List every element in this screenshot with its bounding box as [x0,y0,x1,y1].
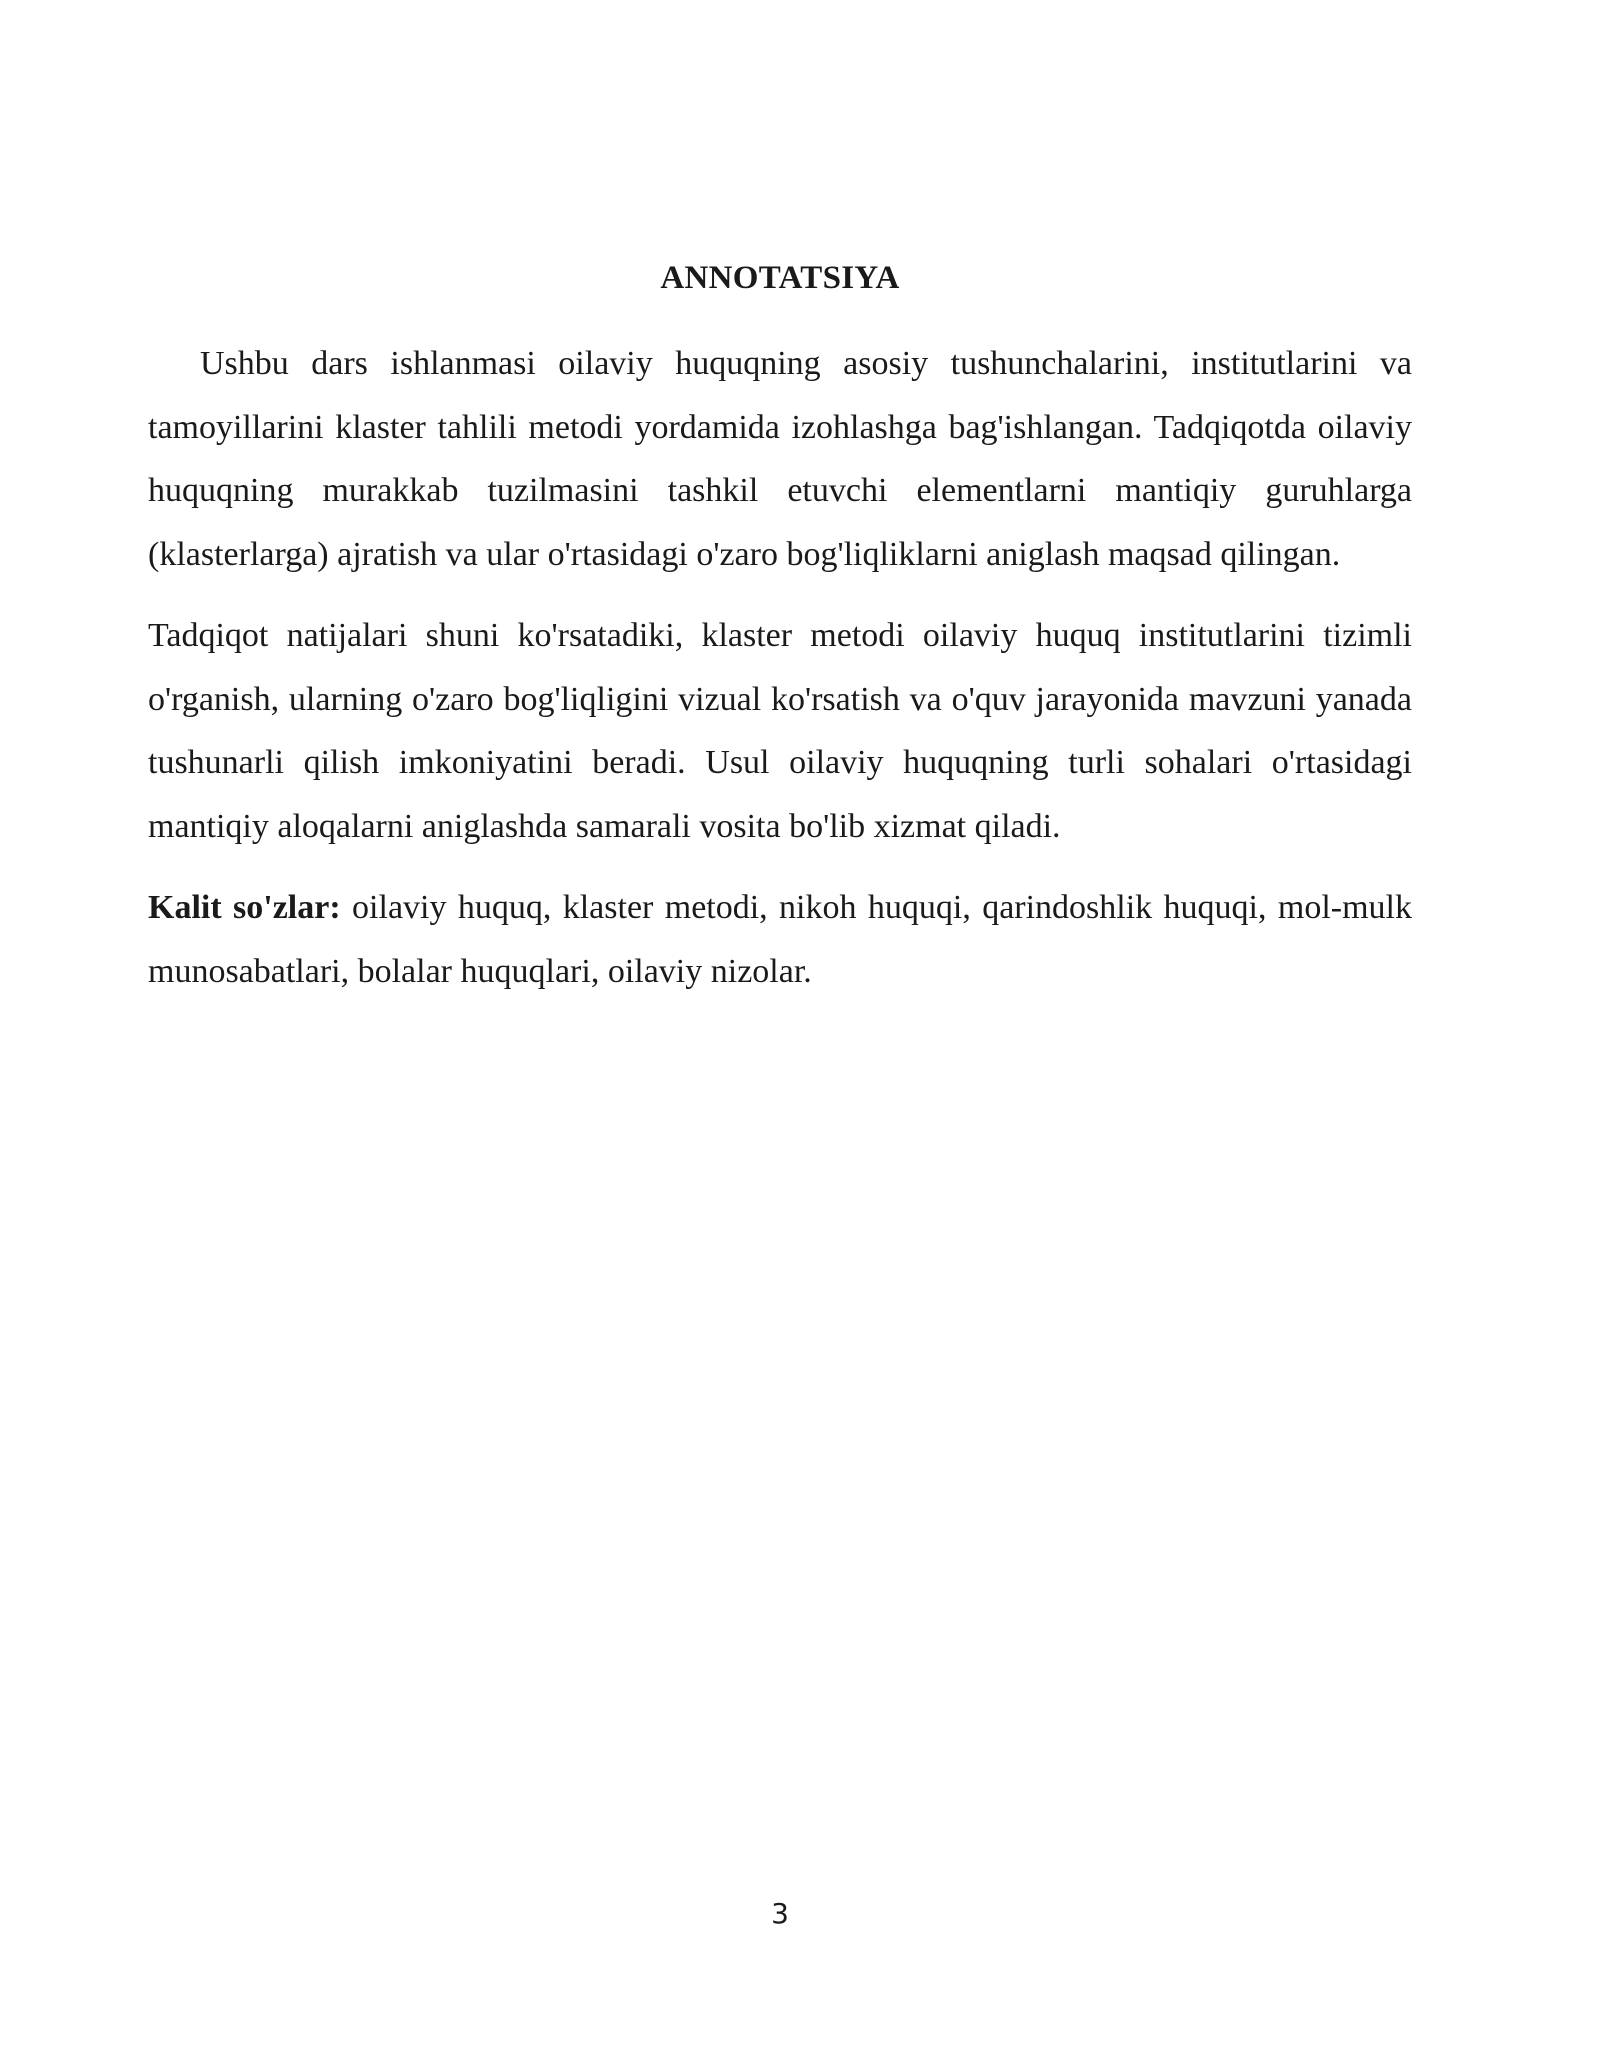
keywords-paragraph [148,876,1412,1003]
abstract-paragraph-1: Ushbu dars ishlanmasi oilaviy huquqning asosiy tushunchalarini, institutlarini va tamoyillarini klaster tahlili metodi yordamida izohlashga bag'ishlangan. Tadqiqotda oilaviy huquqning murakkab tuzilmasini tashkil etuvchi elementlarni mantiqiy guruhlarga (klasterlarga) ajratish va ular o'rtasidagi o'zaro bog'liqliklarni aniglash maqsad qilingan. [148,345,1412,573]
abstract-paragraph-2: Tadqiqot natijalari shuni ko'rsatadiki, klaster metodi oilaviy huquq institutlarini tizimli o'rganish, ularning o'zaro bog'liqligini vizual ko'rsatish va o'quv jarayonida mavzuni yanada tushunarli qilish imkoniyatini beradi. Usul oilaviy huquqning turli sohalari o'rtasidagi mantiqiy aloqalarni aniglashda samarali vosita bo'lib xizmat qiladi. [148,617,1412,845]
page-number: 3 [771,1897,789,1930]
page-title: ANNOTATSIYA [660,260,900,296]
keywords-text: oilaviy huquq, klaster metodi, nikoh huquqi, qarindoshlik huquqi, mol-mulk munosabatlari, bolalar huquqlari, oilaviy nizolar. [148,889,1412,990]
page-content [148,258,1412,1021]
keywords-label: Kalit so'zlar: [148,889,341,926]
